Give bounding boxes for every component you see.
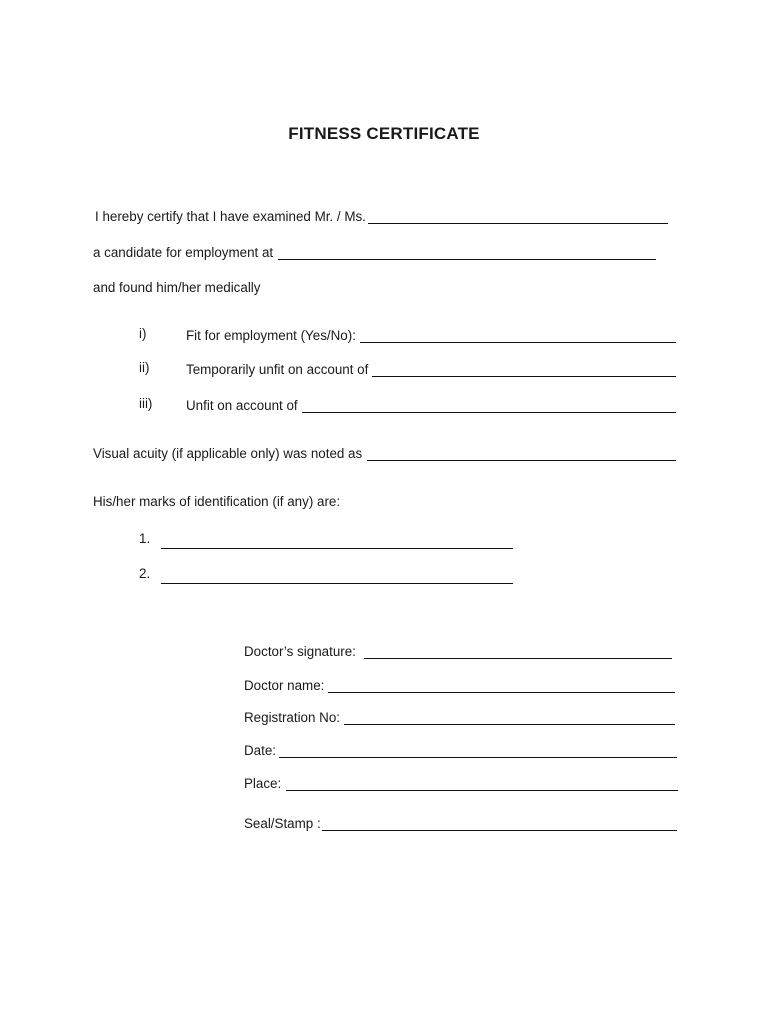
candidate-name-field[interactable] [368, 210, 668, 224]
mark-field-2[interactable] [161, 570, 513, 584]
place-field[interactable] [286, 777, 678, 791]
visual-acuity-field[interactable] [367, 447, 676, 461]
certify-row-medically [93, 277, 260, 295]
place-label: Place: [244, 776, 282, 791]
doctor-signature-label: Doctor’s signature: [244, 644, 356, 659]
signoff-row-registration [244, 707, 675, 725]
visual-acuity-label: Visual acuity (if applicable only) was noted as [93, 446, 363, 461]
mark-row-1 [161, 531, 513, 549]
finding-row-unfit [186, 395, 676, 413]
finding-row-fit [186, 325, 676, 343]
finding-label: Temporarily unfit on account of [186, 362, 369, 377]
mark-row-2 [161, 566, 513, 584]
employer-field[interactable] [278, 246, 656, 260]
finding-number: i) [139, 326, 147, 341]
signoff-row-place [244, 773, 678, 791]
page-title: FITNESS CERTIFICATE [288, 124, 480, 143]
finding-label: Unfit on account of [186, 398, 298, 413]
registration-label: Registration No: [244, 710, 341, 725]
registration-field[interactable] [344, 711, 675, 725]
marks-heading-row [93, 491, 340, 509]
certify-medically-label: and found him/her medically [93, 280, 261, 295]
signoff-row-seal [244, 813, 677, 831]
doctor-name-field[interactable] [328, 679, 675, 693]
fit-for-employment-field[interactable] [360, 329, 676, 343]
finding-number: ii) [139, 360, 150, 375]
mark-number: 2. [139, 566, 151, 581]
date-field[interactable] [279, 744, 677, 758]
visual-acuity-row [93, 443, 676, 461]
unfit-field[interactable] [302, 399, 676, 413]
signoff-row-name [244, 675, 675, 693]
signoff-row-date [244, 740, 677, 758]
finding-number: iii) [139, 396, 153, 411]
doctor-signature-field[interactable] [364, 645, 672, 659]
certify-row-employment [93, 242, 656, 260]
certify-row-examined [95, 206, 668, 224]
date-label: Date: [244, 743, 277, 758]
doctor-name-label: Doctor name: [244, 678, 325, 693]
certify-employment-label: a candidate for employment at [93, 245, 274, 260]
mark-number: 1. [139, 531, 151, 546]
finding-label: Fit for employment (Yes/No): [186, 328, 356, 343]
marks-heading: His/her marks of identification (if any) are: [93, 494, 341, 509]
mark-field-1[interactable] [161, 535, 513, 549]
certify-examined-label: I hereby certify that I have examined Mr. / Ms. [95, 209, 366, 224]
temporarily-unfit-field[interactable] [372, 363, 676, 377]
finding-row-temporarily-unfit [186, 359, 676, 377]
seal-stamp-label: Seal/Stamp : [244, 816, 321, 831]
signoff-row-signature [244, 641, 672, 659]
seal-stamp-field[interactable] [322, 817, 677, 831]
